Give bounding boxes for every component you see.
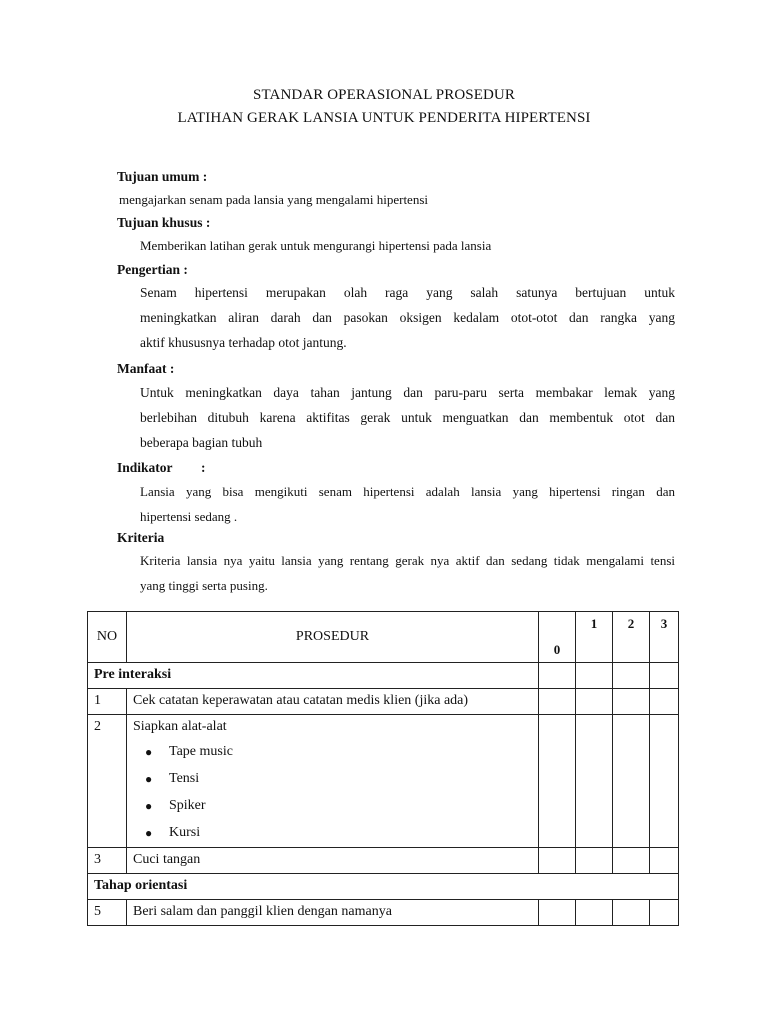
row-number: 3 xyxy=(88,848,127,874)
indikator-line: Lansia yang bisa mengikuti senam hipertensi adalah lansia yang hipertensi ringan dan xyxy=(140,484,675,499)
kriteria-line: Kriteria lansia nya yaitu lansia yang rentang gerak nya aktif dan sedang tidak mengalami tensi xyxy=(140,553,675,568)
list-item-label: Tape music xyxy=(169,744,233,759)
score-cell[interactable] xyxy=(576,900,613,926)
table-row xyxy=(88,900,679,926)
table-row xyxy=(88,848,679,874)
header-score-3: 3 xyxy=(650,612,679,663)
manfaat-line: berlebihan ditubuh karena aktifitas gerak untuk menguatkan dan membentuk otot dan xyxy=(140,410,675,425)
indikator-heading xyxy=(117,455,677,480)
table-row xyxy=(88,715,679,848)
score-cell[interactable] xyxy=(539,715,576,848)
score-cell[interactable] xyxy=(613,663,650,689)
manfaat-paragraph xyxy=(140,380,675,455)
pengertian-heading: Pengertian : xyxy=(117,262,188,277)
row-number: 1 xyxy=(88,689,127,715)
bullet-dot-icon: ● xyxy=(145,772,153,786)
list-item-label: Tensi xyxy=(169,771,200,786)
score-cell[interactable] xyxy=(650,689,679,715)
group-row-tahap-orientasi xyxy=(88,874,679,900)
header-score-2: 2 xyxy=(613,612,650,663)
tujuan-khusus-text: Memberikan latihan gerak untuk mengurangi hipertensi pada lansia xyxy=(140,238,492,253)
list-item xyxy=(145,739,532,766)
row-text: Cuci tangan xyxy=(127,848,539,874)
indikator-paragraph xyxy=(140,479,675,529)
procedure-table xyxy=(87,611,679,926)
score-cell[interactable] xyxy=(650,848,679,874)
table-header-row xyxy=(88,612,679,663)
tujuan-khusus-heading: Tujuan khusus : xyxy=(117,215,211,230)
pengertian-paragraph xyxy=(140,280,675,355)
manfaat-line: Untuk meningkatkan daya tahan jantung dan paru-paru serta membakar lemak yang xyxy=(140,385,675,400)
group-row-pre-interaksi xyxy=(88,663,679,689)
score-cell[interactable] xyxy=(539,848,576,874)
bullet-dot-icon: ● xyxy=(145,799,153,813)
list-item xyxy=(145,766,532,793)
document-subtitle: LATIHAN GERAK LANSIA UNTUK PENDERITA HIPERTENSI xyxy=(177,110,591,126)
kriteria-heading: Kriteria xyxy=(117,530,165,545)
manfaat-heading: Manfaat : xyxy=(117,361,175,376)
row-text: Cek catatan keperawatan atau catatan medis klien (jika ada) xyxy=(127,689,539,715)
pengertian-line: meningkatkan aliran darah dan pasokan oksigen kedalam otot-otot dan rangka yang xyxy=(140,310,675,325)
header-score-0: 0 xyxy=(539,612,576,663)
row-number: 2 xyxy=(88,715,127,848)
score-cell[interactable] xyxy=(650,715,679,848)
row-number: 5 xyxy=(88,900,127,926)
score-cell[interactable] xyxy=(613,900,650,926)
header-no: NO xyxy=(88,612,127,663)
score-cell[interactable] xyxy=(539,663,576,689)
list-item xyxy=(145,793,532,820)
score-cell[interactable] xyxy=(539,900,576,926)
indikator-line: hipertensi sedang . xyxy=(140,509,238,524)
row-text: Beri salam dan panggil klien dengan namanya xyxy=(127,900,539,926)
indikator-colon: : xyxy=(201,460,206,475)
list-item-label: Spiker xyxy=(169,798,206,813)
row-content xyxy=(127,715,539,848)
group-label-tahap-orientasi: Tahap orientasi xyxy=(88,874,679,900)
score-cell[interactable] xyxy=(613,689,650,715)
score-cell[interactable] xyxy=(576,848,613,874)
tujuan-umum-heading: Tujuan umum : xyxy=(117,169,208,184)
header-prosedur: PROSEDUR xyxy=(127,612,539,663)
score-cell[interactable] xyxy=(576,715,613,848)
score-cell[interactable] xyxy=(576,663,613,689)
score-cell[interactable] xyxy=(650,663,679,689)
list-item-label: Kursi xyxy=(169,825,201,840)
kriteria-line: yang tinggi serta pusing. xyxy=(140,578,268,593)
score-cell[interactable] xyxy=(613,715,650,848)
document-title: STANDAR OPERASIONAL PROSEDUR xyxy=(253,87,515,103)
tujuan-umum-text: mengajarkan senam pada lansia yang mengalami hipertensi xyxy=(119,192,428,207)
score-cell[interactable] xyxy=(539,689,576,715)
table-row xyxy=(88,689,679,715)
row-text: Siapkan alat-alat xyxy=(133,719,227,734)
header-score-1: 1 xyxy=(576,612,613,663)
kriteria-paragraph xyxy=(140,548,675,598)
bullet-dot-icon: ● xyxy=(145,826,153,840)
score-cell[interactable] xyxy=(613,848,650,874)
equipment-list xyxy=(133,739,532,847)
score-cell[interactable] xyxy=(576,689,613,715)
group-label-pre-interaksi: Pre interaksi xyxy=(88,663,539,689)
manfaat-line: beberapa bagian tubuh xyxy=(140,435,263,450)
score-cell[interactable] xyxy=(650,900,679,926)
list-item xyxy=(145,820,532,847)
pengertian-line: aktif khususnya terhadap otot jantung. xyxy=(140,335,347,350)
pengertian-line: Senam hipertensi merupakan olah raga yang salah satunya bertujuan untuk xyxy=(140,285,675,300)
indikator-label: Indikator xyxy=(117,460,173,475)
bullet-dot-icon: ● xyxy=(145,745,153,759)
